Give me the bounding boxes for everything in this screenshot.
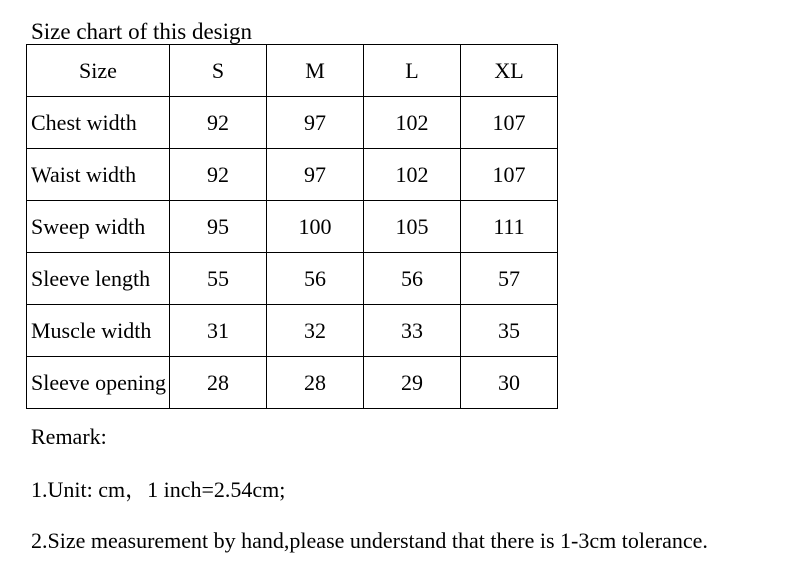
table-row — [27, 201, 558, 253]
table-cell: 105 — [364, 201, 461, 253]
table-cell: 31 — [170, 305, 267, 357]
table-cell: 28 — [267, 357, 364, 409]
table-row — [27, 149, 558, 201]
table-cell: 111 — [461, 201, 558, 253]
row-label: Chest width — [27, 97, 170, 149]
table-cell: 102 — [364, 97, 461, 149]
table-row — [27, 97, 558, 149]
table-cell: 35 — [461, 305, 558, 357]
chart-title: Size chart of this design — [31, 19, 253, 44]
table-row — [27, 357, 558, 409]
remark-tolerance-line: 2.Size measurement by hand,please understand that there is 1-3cm tolerance. — [31, 528, 708, 553]
table-cell: 56 — [364, 253, 461, 305]
row-label: Sleeve length — [27, 253, 170, 305]
header-cell: S — [170, 45, 267, 97]
remark-title: Remark: — [31, 424, 107, 449]
table-cell: 100 — [267, 201, 364, 253]
header-cell: XL — [461, 45, 558, 97]
table-cell: 97 — [267, 149, 364, 201]
table-cell: 30 — [461, 357, 558, 409]
table-cell: 32 — [267, 305, 364, 357]
row-label: Sweep width — [27, 201, 170, 253]
table-header-row — [27, 45, 558, 97]
header-cell: M — [267, 45, 364, 97]
remark-unit-line: 1.Unit: cm，1 inch=2.54cm; — [31, 477, 286, 502]
table-cell: 55 — [170, 253, 267, 305]
table-cell: 92 — [170, 149, 267, 201]
row-label: Waist width — [27, 149, 170, 201]
table-row — [27, 253, 558, 305]
row-label: Sleeve opening — [27, 357, 170, 409]
table-cell: 29 — [364, 357, 461, 409]
header-cell: Size — [27, 45, 170, 97]
table-cell: 107 — [461, 97, 558, 149]
table-cell: 56 — [267, 253, 364, 305]
size-chart-table — [26, 44, 558, 409]
table-cell: 57 — [461, 253, 558, 305]
table-cell: 102 — [364, 149, 461, 201]
header-cell: L — [364, 45, 461, 97]
table-cell: 107 — [461, 149, 558, 201]
table-row — [27, 305, 558, 357]
table-cell: 95 — [170, 201, 267, 253]
table-cell: 92 — [170, 97, 267, 149]
table-cell: 28 — [170, 357, 267, 409]
table-cell: 97 — [267, 97, 364, 149]
table-cell: 33 — [364, 305, 461, 357]
row-label: Muscle width — [27, 305, 170, 357]
